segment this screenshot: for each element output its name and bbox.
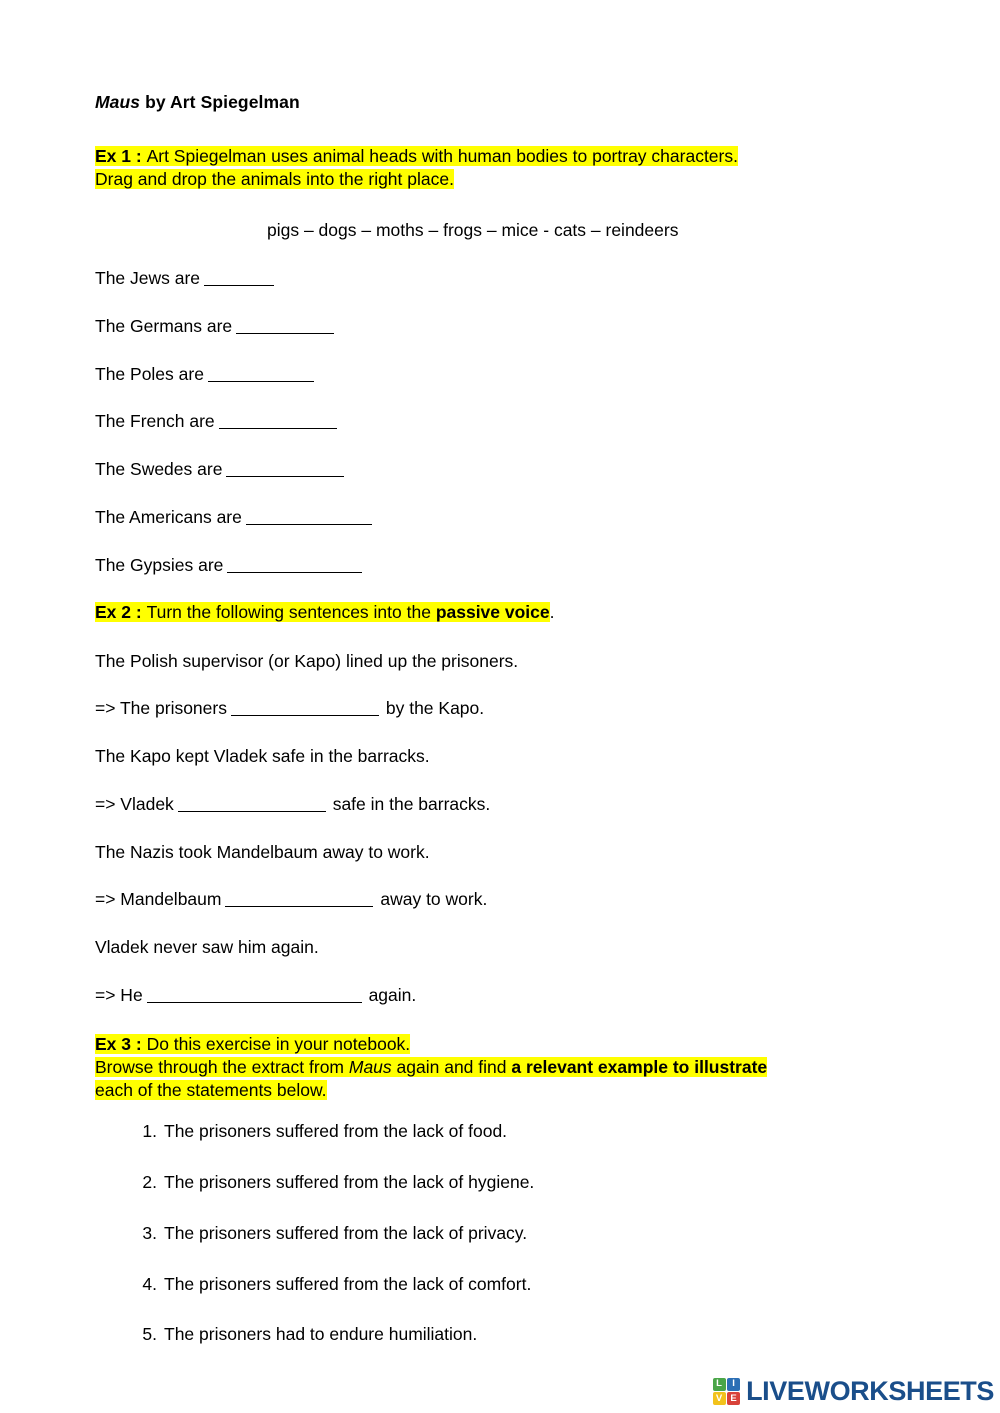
exercise-2-heading [95,601,905,624]
list-item: The prisoners had to endure humiliation. [164,1324,478,1345]
active-sentence: The Polish supervisor (or Kapo) lined up the prisoners. [95,650,519,671]
active-sentence: The Kapo kept Vladek safe in the barracks. [95,746,430,767]
passive-prefix: => Mandelbaum [95,889,222,910]
answer-blank[interactable] [231,700,379,716]
fill-row [95,506,905,529]
active-sentence: Vladek never saw him again. [95,937,319,958]
exercise-3-label: Ex 3 : [95,1033,147,1054]
drop-blank[interactable] [226,461,344,477]
fill-row-text: The Germans are [95,315,233,336]
drop-blank[interactable] [246,509,372,525]
list-item: The prisoners suffered from the lack of food. [164,1121,508,1142]
answer-blank[interactable] [178,796,326,812]
list-item: The prisoners suffered from the lack of privacy. [164,1222,528,1243]
answer-blank[interactable] [225,891,373,907]
passive-suffix: away to work. [380,889,488,910]
fill-row-text: The Swedes are [95,459,223,480]
logo-tile-i: I [727,1378,740,1391]
passive-answer-row [95,984,905,1007]
fill-row [95,267,905,290]
exercise-1-instruction-line2: Drag and drop the animals into the right place. [95,169,454,190]
exercise-1-instruction-line1: Art Spiegelman uses animal heads with human bodies to portray characters. [146,145,738,166]
word-bank: pigs – dogs – moths – frogs – mice - cats – reindeers [267,220,679,241]
passive-prefix: => The prisoners [95,698,227,719]
passive-suffix: by the Kapo. [385,698,485,719]
exercise-2-instruction: Turn the following sentences into the [146,602,436,623]
fill-row-text: The Jews are [95,268,201,289]
logo-tile-v: V [713,1392,726,1405]
exercise-2-label: Ex 2 : [95,602,147,623]
list-item: The prisoners suffered from the lack of comfort. [164,1273,532,1294]
passive-answer-row [95,888,905,911]
passive-suffix: again. [368,984,417,1005]
liveworksheets-logo-icon [713,1378,741,1406]
drop-blank[interactable] [208,366,314,382]
exercise-1-rows [95,267,905,576]
exercise-1-label: Ex 1 : [95,145,147,166]
exercise-2-instruction-period: . [549,602,555,623]
fill-row [95,315,905,338]
logo-tile-l: L [713,1378,726,1391]
exercise-3-line2-work: Maus [348,1056,392,1077]
passive-prefix: => He [95,984,143,1005]
exercise-3-line2-pre: Browse through the extract from [95,1056,349,1077]
exercise-3-statements [95,1120,905,1346]
fill-row [95,363,905,386]
answer-blank[interactable] [147,987,362,1003]
worksheet-content [95,92,905,1374]
exercise-2-instruction-emphasis: passive voice [435,602,550,623]
liveworksheets-logo[interactable] [713,1375,994,1406]
exercise-3-line2-emphasis: a relevant example to illustrate [511,1056,768,1077]
exercise-3-line2-mid: again and find [391,1056,512,1077]
exercise-1-heading [95,145,905,192]
drop-blank[interactable] [204,270,274,286]
fill-row [95,410,905,433]
logo-tile-e: E [727,1392,740,1405]
liveworksheets-logo-text: LIVEWORKSHEETS [746,1375,994,1406]
drop-blank[interactable] [219,413,337,429]
exercise-3-line3: each of the statements below. [95,1080,327,1101]
fill-row-text: The Americans are [95,506,242,527]
exercise-3-heading [95,1033,905,1103]
active-sentence: The Nazis took Mandelbaum away to work. [95,841,430,862]
page-title-author: by Art Spiegelman [140,92,300,112]
drop-blank[interactable] [236,318,334,334]
page-title [95,92,905,114]
fill-row [95,458,905,481]
passive-suffix: safe in the barracks. [332,793,491,814]
passive-prefix: => Vladek [95,793,174,814]
page-title-work: Maus [95,92,141,112]
drop-blank[interactable] [227,557,362,573]
passive-answer-row [95,793,905,816]
fill-row-text: The French are [95,411,215,432]
list-item: The prisoners suffered from the lack of hygiene. [164,1172,535,1193]
fill-row-text: The Poles are [95,363,204,384]
exercise-3-instruction-line1: Do this exercise in your notebook. [146,1033,411,1054]
fill-row-text: The Gypsies are [95,554,224,575]
fill-row [95,554,905,577]
passive-answer-row [95,697,905,720]
